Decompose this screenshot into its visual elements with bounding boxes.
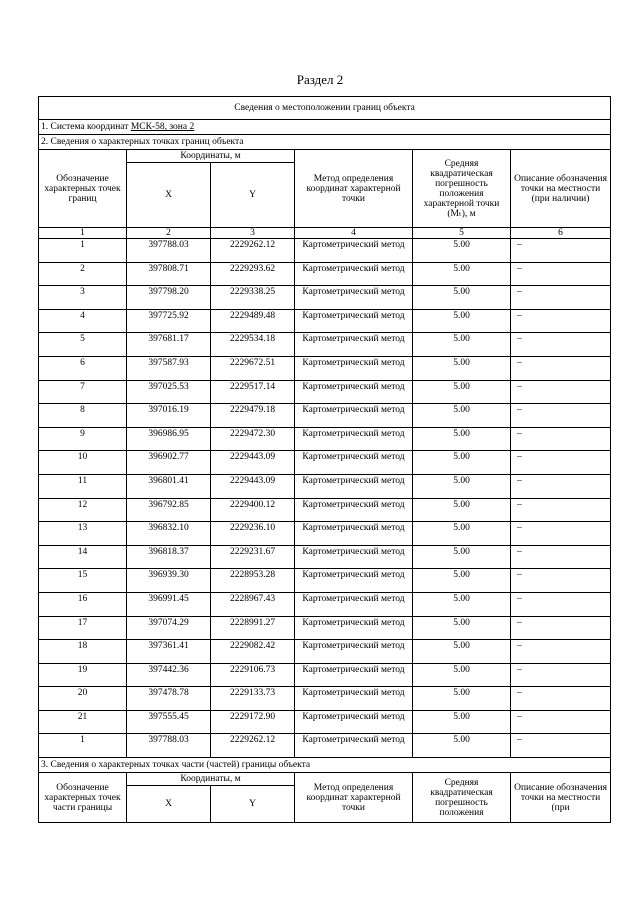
method-cell: Картометрический метод bbox=[295, 592, 413, 616]
column-number: 1 bbox=[39, 228, 127, 239]
y-coord-cell: 2228991.27 bbox=[211, 616, 295, 640]
description-cell: – bbox=[511, 616, 611, 640]
y-coord-cell: 2229443.09 bbox=[211, 451, 295, 475]
y-coord-cell: 2229443.09 bbox=[211, 474, 295, 498]
y-coord-cell: 2229106.73 bbox=[211, 663, 295, 687]
table-row bbox=[39, 640, 611, 664]
header-point-id: Обозначение характерных точек границ bbox=[39, 150, 127, 228]
x-coord-cell: 397798.20 bbox=[127, 286, 211, 310]
point-id-cell: 15 bbox=[39, 569, 127, 593]
description-cell: – bbox=[511, 545, 611, 569]
table-row bbox=[39, 522, 611, 546]
description-cell: – bbox=[511, 356, 611, 380]
description-cell: – bbox=[511, 309, 611, 333]
method-cell: Картометрический метод bbox=[295, 474, 413, 498]
method-cell: Картометрический метод bbox=[295, 427, 413, 451]
description-cell: – bbox=[511, 663, 611, 687]
description-cell: – bbox=[511, 427, 611, 451]
x-coord-cell: 396902.77 bbox=[127, 451, 211, 475]
x-coord-cell: 396832.10 bbox=[127, 522, 211, 546]
header-x: X bbox=[127, 163, 211, 228]
x-coord-cell: 397025.53 bbox=[127, 380, 211, 404]
table-row bbox=[39, 545, 611, 569]
description-cell: – bbox=[511, 286, 611, 310]
column-number: 6 bbox=[511, 228, 611, 239]
y-coord-cell: 2229489.48 bbox=[211, 309, 295, 333]
method-cell: Картометрический метод bbox=[295, 710, 413, 734]
x-coord-cell: 397788.03 bbox=[127, 734, 211, 758]
header3-point-id: Обозначение характерных точек части границы bbox=[39, 773, 127, 823]
y-coord-cell: 2229534.18 bbox=[211, 333, 295, 357]
y-coord-cell: 2229231.67 bbox=[211, 545, 295, 569]
coord-system-value: МСК-58, зона 2 bbox=[130, 122, 195, 132]
header3-description: Описание обозначения точки на местности (при bbox=[511, 773, 611, 823]
x-coord-cell: 397442.36 bbox=[127, 663, 211, 687]
x-coord-cell: 397788.03 bbox=[127, 239, 211, 263]
error-cell: 5.00 bbox=[413, 687, 511, 711]
point-id-cell: 7 bbox=[39, 380, 127, 404]
point-id-cell: 6 bbox=[39, 356, 127, 380]
coord-system-label: 1. Система координат bbox=[41, 122, 129, 132]
error-cell: 5.00 bbox=[413, 569, 511, 593]
error-cell: 5.00 bbox=[413, 498, 511, 522]
point-id-cell: 16 bbox=[39, 592, 127, 616]
method-cell: Картометрический метод bbox=[295, 522, 413, 546]
x-coord-cell: 396792.85 bbox=[127, 498, 211, 522]
error-cell: 5.00 bbox=[413, 710, 511, 734]
x-coord-cell: 397016.19 bbox=[127, 404, 211, 428]
table-row bbox=[39, 356, 611, 380]
method-cell: Картометрический метод bbox=[295, 663, 413, 687]
method-cell: Картометрический метод bbox=[295, 451, 413, 475]
table-row bbox=[39, 380, 611, 404]
method-cell: Картометрический метод bbox=[295, 569, 413, 593]
y-coord-cell: 2229672.51 bbox=[211, 356, 295, 380]
table-row bbox=[39, 309, 611, 333]
method-cell: Картометрический метод bbox=[295, 498, 413, 522]
error-cell: 5.00 bbox=[413, 451, 511, 475]
description-cell: – bbox=[511, 451, 611, 475]
point-id-cell: 13 bbox=[39, 522, 127, 546]
table-row bbox=[39, 687, 611, 711]
error-cell: 5.00 bbox=[413, 474, 511, 498]
table-row bbox=[39, 451, 611, 475]
method-cell: Картометрический метод bbox=[295, 380, 413, 404]
table-row bbox=[39, 404, 611, 428]
section-title: Раздел 2 bbox=[296, 72, 344, 87]
point-id-cell: 3 bbox=[39, 286, 127, 310]
error-cell: 5.00 bbox=[413, 380, 511, 404]
table-row bbox=[39, 286, 611, 310]
description-cell: – bbox=[511, 239, 611, 263]
method-cell: Картометрический метод bbox=[295, 404, 413, 428]
table-row bbox=[39, 734, 611, 758]
method-cell: Картометрический метод bbox=[295, 286, 413, 310]
description-cell: – bbox=[511, 333, 611, 357]
error-cell: 5.00 bbox=[413, 616, 511, 640]
boundary-table bbox=[38, 96, 611, 823]
x-coord-cell: 396939.30 bbox=[127, 569, 211, 593]
y-coord-cell: 2229472.30 bbox=[211, 427, 295, 451]
y-coord-cell: 2229262.12 bbox=[211, 734, 295, 758]
method-cell: Картометрический метод bbox=[295, 734, 413, 758]
column-number: 5 bbox=[413, 228, 511, 239]
y-coord-cell: 2229236.10 bbox=[211, 522, 295, 546]
description-cell: – bbox=[511, 734, 611, 758]
x-coord-cell: 396991.45 bbox=[127, 592, 211, 616]
column-numbers-row bbox=[39, 228, 611, 239]
table-row bbox=[39, 262, 611, 286]
header3-y: Y bbox=[211, 786, 295, 823]
column-number: 2 bbox=[127, 228, 211, 239]
header-method: Метод определения координат характерной точки bbox=[295, 150, 413, 228]
error-cell: 5.00 bbox=[413, 663, 511, 687]
method-cell: Картометрический метод bbox=[295, 356, 413, 380]
description-cell: – bbox=[511, 404, 611, 428]
table-row bbox=[39, 616, 611, 640]
error-cell: 5.00 bbox=[413, 640, 511, 664]
table-row bbox=[39, 569, 611, 593]
table-row bbox=[39, 710, 611, 734]
error-cell: 5.00 bbox=[413, 734, 511, 758]
y-coord-cell: 2229172.90 bbox=[211, 710, 295, 734]
description-cell: – bbox=[511, 498, 611, 522]
point-id-cell: 4 bbox=[39, 309, 127, 333]
header-coords: Координаты, м bbox=[127, 150, 295, 163]
y-coord-cell: 2229400.12 bbox=[211, 498, 295, 522]
column-number: 3 bbox=[211, 228, 295, 239]
table-title: Сведения о местоположении границ объекта bbox=[39, 97, 611, 120]
x-coord-cell: 397074.29 bbox=[127, 616, 211, 640]
method-cell: Картометрический метод bbox=[295, 333, 413, 357]
x-coord-cell: 397681.17 bbox=[127, 333, 211, 357]
point-id-cell: 20 bbox=[39, 687, 127, 711]
x-coord-cell: 397555.45 bbox=[127, 710, 211, 734]
header-error: Средняя квадратическая погрешность положения характерной точки (Mₜ), м bbox=[413, 150, 511, 228]
description-cell: – bbox=[511, 710, 611, 734]
point-id-cell: 14 bbox=[39, 545, 127, 569]
table-row bbox=[39, 592, 611, 616]
error-cell: 5.00 bbox=[413, 262, 511, 286]
x-coord-cell: 396818.37 bbox=[127, 545, 211, 569]
error-cell: 5.00 bbox=[413, 592, 511, 616]
point-id-cell: 18 bbox=[39, 640, 127, 664]
column-number: 4 bbox=[295, 228, 413, 239]
method-cell: Картометрический метод bbox=[295, 640, 413, 664]
table-row bbox=[39, 498, 611, 522]
x-coord-cell: 397725.92 bbox=[127, 309, 211, 333]
method-cell: Картометрический метод bbox=[295, 616, 413, 640]
point-id-cell: 2 bbox=[39, 262, 127, 286]
point-id-cell: 17 bbox=[39, 616, 127, 640]
method-cell: Картометрический метод bbox=[295, 687, 413, 711]
x-coord-cell: 397808.71 bbox=[127, 262, 211, 286]
header3-x: X bbox=[127, 786, 211, 823]
x-coord-cell: 397361.41 bbox=[127, 640, 211, 664]
method-cell: Картометрический метод bbox=[295, 262, 413, 286]
coord-system-row bbox=[39, 120, 611, 135]
point-id-cell: 9 bbox=[39, 427, 127, 451]
header3-method: Метод определения координат характерной точки bbox=[295, 773, 413, 823]
x-coord-cell: 397587.93 bbox=[127, 356, 211, 380]
header-y: Y bbox=[211, 163, 295, 228]
description-cell: – bbox=[511, 687, 611, 711]
y-coord-cell: 2228953.28 bbox=[211, 569, 295, 593]
table-row bbox=[39, 474, 611, 498]
point-id-cell: 11 bbox=[39, 474, 127, 498]
point-id-cell: 1 bbox=[39, 239, 127, 263]
table-row bbox=[39, 663, 611, 687]
error-cell: 5.00 bbox=[413, 404, 511, 428]
method-cell: Картометрический метод bbox=[295, 239, 413, 263]
header-description: Описание обозначения точки на местности (при наличии) bbox=[511, 150, 611, 228]
description-cell: – bbox=[511, 592, 611, 616]
error-cell: 5.00 bbox=[413, 427, 511, 451]
x-coord-cell: 397478.78 bbox=[127, 687, 211, 711]
y-coord-cell: 2229262.12 bbox=[211, 239, 295, 263]
error-cell: 5.00 bbox=[413, 239, 511, 263]
x-coord-cell: 396801.41 bbox=[127, 474, 211, 498]
error-cell: 5.00 bbox=[413, 356, 511, 380]
table-row bbox=[39, 427, 611, 451]
y-coord-cell: 2229082.42 bbox=[211, 640, 295, 664]
points-body bbox=[39, 239, 611, 758]
header3-coords: Координаты, м bbox=[127, 773, 295, 786]
description-cell: – bbox=[511, 474, 611, 498]
header3-error: Средняя квадратическая погрешность положения bbox=[413, 773, 511, 823]
point-id-cell: 8 bbox=[39, 404, 127, 428]
y-coord-cell: 2228967.43 bbox=[211, 592, 295, 616]
table-row bbox=[39, 333, 611, 357]
y-coord-cell: 2229338.25 bbox=[211, 286, 295, 310]
y-coord-cell: 2229293.62 bbox=[211, 262, 295, 286]
point-id-cell: 1 bbox=[39, 734, 127, 758]
description-cell: – bbox=[511, 262, 611, 286]
description-cell: – bbox=[511, 380, 611, 404]
point-id-cell: 21 bbox=[39, 710, 127, 734]
part3-title: 3. Сведения о характерных точках части (частей) границы объекта bbox=[39, 758, 611, 773]
y-coord-cell: 2229517.14 bbox=[211, 380, 295, 404]
point-id-cell: 10 bbox=[39, 451, 127, 475]
x-coord-cell: 396986.95 bbox=[127, 427, 211, 451]
error-cell: 5.00 bbox=[413, 333, 511, 357]
description-cell: – bbox=[511, 640, 611, 664]
method-cell: Картометрический метод bbox=[295, 309, 413, 333]
method-cell: Картометрический метод bbox=[295, 545, 413, 569]
point-id-cell: 12 bbox=[39, 498, 127, 522]
error-cell: 5.00 bbox=[413, 545, 511, 569]
point-id-cell: 19 bbox=[39, 663, 127, 687]
point-id-cell: 5 bbox=[39, 333, 127, 357]
error-cell: 5.00 bbox=[413, 286, 511, 310]
error-cell: 5.00 bbox=[413, 309, 511, 333]
part2-title: 2. Сведения о характерных точках границ объекта bbox=[39, 135, 611, 150]
description-cell: – bbox=[511, 569, 611, 593]
table-row bbox=[39, 239, 611, 263]
y-coord-cell: 2229479.18 bbox=[211, 404, 295, 428]
y-coord-cell: 2229133.73 bbox=[211, 687, 295, 711]
error-cell: 5.00 bbox=[413, 522, 511, 546]
description-cell: – bbox=[511, 522, 611, 546]
